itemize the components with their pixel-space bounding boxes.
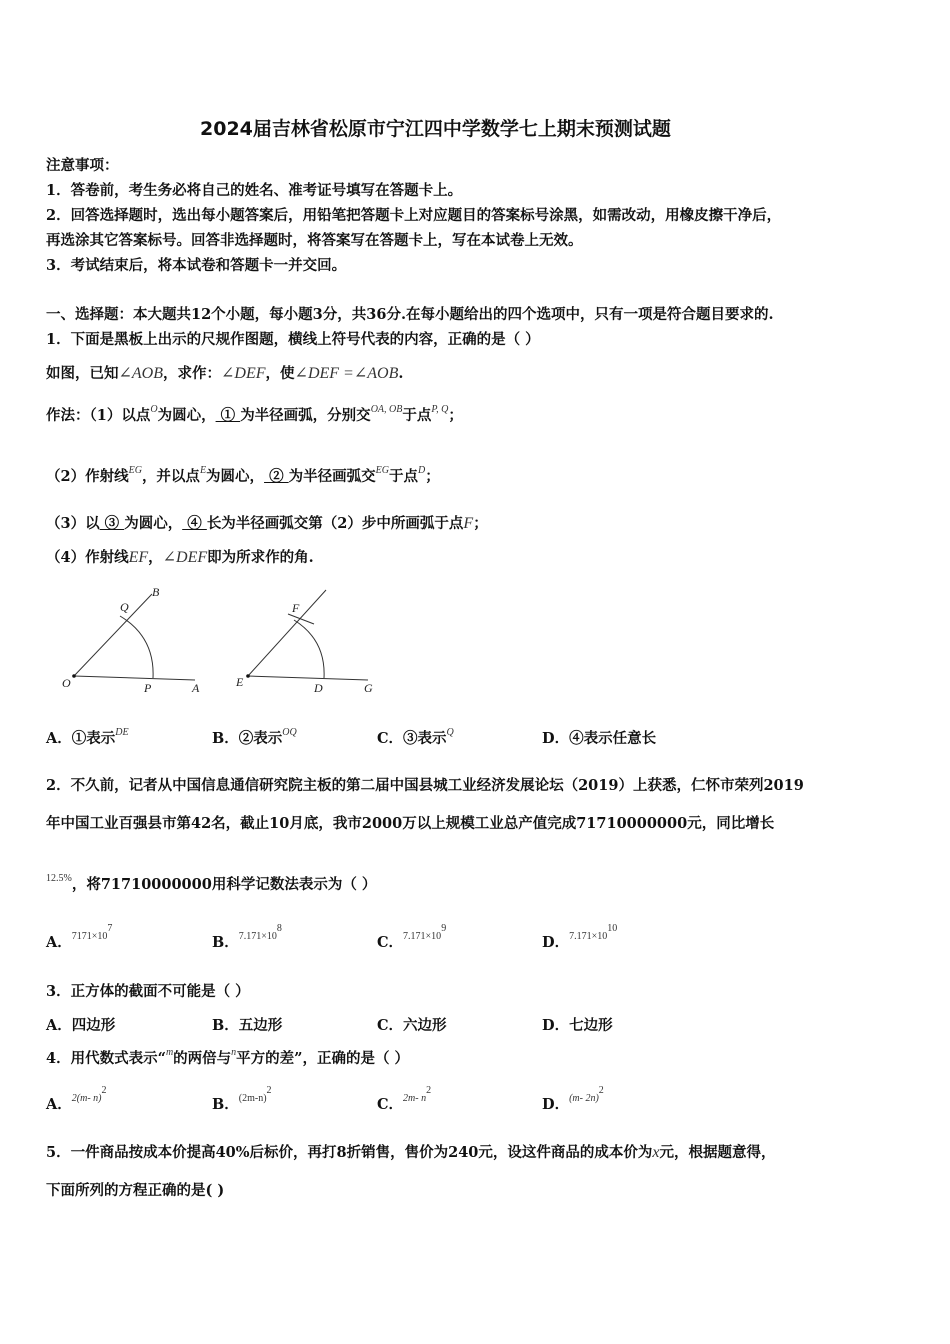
question-1-option-c: C．③表示$^Q$ — [377, 727, 454, 747]
question-2-line-3: $^{12.5\%}$，将71710000000用科学记数法表示为（ ） — [46, 873, 377, 893]
question-5-line-1: 5．一件商品按成本价提高40%后标价，再打8折销售，售价为240元，设这件商品的成本价为x元，根据题意得， — [46, 1144, 776, 1161]
question-1-option-d: D．④表示任意长 — [542, 730, 657, 747]
question-1-step-1: 作法：（1）以点$^O$为圆心， ① 为半径画弧，分别交$^{OA, OB}$于点$^{P, Q}$； — [46, 404, 463, 424]
question-4-option-b: B．$^{(2m-n)2}$ — [212, 1085, 272, 1113]
question-3-stem: 3．正方体的截面不可能是（ ） — [46, 983, 250, 1000]
question-2-option-d: D．$^{7.171\times 1010}$ — [542, 923, 618, 951]
ray-ef — [248, 590, 326, 676]
question-1-step-2: （2）作射线$^{EG}$，并以点$^E$为圆心， ② 为半径画弧交$^{EG}$于点$^D$； — [46, 465, 440, 485]
ray-eg — [248, 676, 368, 680]
question-3-option-d: D．七边形 — [542, 1017, 613, 1034]
question-3-option-c: C．六边形 — [377, 1017, 447, 1034]
ray-oa — [74, 676, 195, 680]
label-B: B — [152, 585, 160, 599]
question-4-option-a: A．$^{2(m- n)2}$ — [46, 1085, 107, 1113]
label-D: D — [314, 681, 323, 695]
page-title: 2024届吉林省松原市宁江四中学数学七上期末预测试题 — [200, 118, 671, 140]
ray-ob — [74, 594, 152, 676]
question-4-stem: 4．用代数式表示“$^m$的两倍与$^n$平方的差”，正确的是（ ） — [46, 1047, 410, 1067]
question-1-given: 如图，已知∠AOB，求作：∠DEF，使∠DEF =∠AOB. — [46, 365, 404, 382]
arc-pq — [120, 616, 153, 678]
label-Q: Q — [120, 600, 129, 614]
notice-item: 3．考试结束后，将本试卷和答题卡一并交回。 — [46, 257, 347, 274]
notice-item: 1．答卷前，考生务必将自己的姓名、准考证号填写在答题卡上。 — [46, 182, 463, 199]
section-heading: 一、选择题：本大题共12个小题，每小题3分，共36分.在每小题给出的四个选项中，只有一项是符合题目要求的. — [46, 306, 774, 323]
arc-df — [294, 620, 324, 678]
question-1-stem: 1．下面是黑板上出示的尺规作图题，横线上符号代表的内容，正确的是（ ） — [46, 331, 540, 348]
question-1-step-3: （3）以 ③ 为圆心， ④ 长为半径画弧交第（2）步中所画弧于点F； — [46, 515, 488, 532]
label-O: O — [62, 676, 71, 690]
figure-angle-def — [228, 582, 388, 700]
question-1-option-b: B．②表示$^{OQ}$ — [212, 727, 297, 747]
question-1-option-a: A．①表示$^{DE}$ — [46, 727, 129, 747]
question-3-option-a: A．四边形 — [46, 1017, 116, 1034]
arc-mark — [288, 614, 314, 624]
question-1-step-4: （4）作射线EF，∠DEF即为所求作的角. — [46, 549, 314, 566]
label-A: A — [192, 681, 200, 695]
question-4-option-d: D．$^{(m- 2n)2}$ — [542, 1085, 604, 1113]
question-2-option-c: C．$^{7.171\times 109}$ — [377, 923, 447, 951]
label-G: G — [364, 681, 373, 695]
label-E: E — [236, 675, 244, 689]
question-2-option-a: A．$^{7171\times 107}$ — [46, 923, 113, 951]
question-2-option-b: B．$^{7.171\times 108}$ — [212, 923, 282, 951]
question-2-line-2: 年中国工业百强县市第42名，截止10月底，我市2000万以上规模工业总产值完成71710000000元，同比增长 — [46, 815, 775, 832]
label-F: F — [292, 601, 300, 615]
question-2-line-1: 2．不久前，记者从中国信息通信研究院主板的第二届中国县城工业经济发展论坛（2019）上获悉，仁怀市荣列2019 — [46, 777, 804, 794]
question-3-option-b: B．五边形 — [212, 1017, 283, 1034]
figure-angle-aob — [60, 582, 210, 700]
question-5-line-2: 下面所列的方程正确的是( ) — [46, 1182, 225, 1199]
notice-heading: 注意事项： — [46, 157, 119, 174]
question-4-option-c: C．$^{2m- n2}$ — [377, 1085, 432, 1113]
notice-item: 2．回答选择题时，选出每小题答案后，用铅笔把答题卡上对应题目的答案标号涂黑，如需改动，用橡皮擦干净后， — [46, 207, 782, 224]
notice-item: 再选涂其它答案标号。回答非选择题时，将答案写在答题卡上，写在本试卷上无效。 — [46, 232, 583, 249]
label-P: P — [144, 681, 152, 695]
